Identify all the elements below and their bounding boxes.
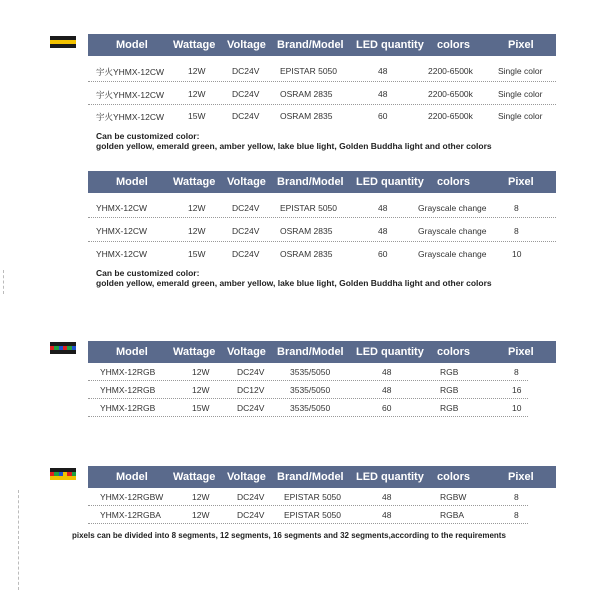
col-voltage: Voltage bbox=[227, 39, 266, 51]
cell-wattage: 12W bbox=[188, 89, 206, 99]
table2-header bbox=[88, 171, 556, 193]
cell-led: 60 bbox=[378, 249, 388, 259]
cell-voltage: DC24V bbox=[232, 89, 260, 99]
col-wattage: Wattage bbox=[173, 176, 216, 188]
cell-brand: OSRAM 2835 bbox=[280, 89, 333, 99]
cell-model: YHMX-12CW bbox=[96, 226, 148, 236]
cell-colors: 2200-6500k bbox=[428, 111, 473, 121]
col-wattage: Wattage bbox=[173, 471, 216, 483]
row-divider bbox=[88, 505, 528, 506]
rgb-flag-icon bbox=[50, 342, 76, 354]
cell-wattage: 12W bbox=[188, 226, 206, 236]
row-divider bbox=[88, 523, 528, 524]
cell-voltage: DC24V bbox=[232, 111, 260, 121]
col-voltage: Voltage bbox=[227, 471, 266, 483]
cell-pixel: 8 bbox=[514, 492, 519, 502]
cell-voltage: DC12V bbox=[237, 385, 265, 395]
pixel-segments-note: pixels can be divided into 8 segments, 12 segments, 16 segments and 32 segments,according to the requirements bbox=[72, 531, 506, 540]
cell-voltage: DC24V bbox=[237, 510, 265, 520]
col-pixel: Pixel bbox=[508, 39, 534, 51]
col-voltage: Voltage bbox=[227, 346, 266, 358]
cell-colors: 2200-6500k bbox=[428, 89, 473, 99]
customize-note-title: Can be customized color: bbox=[96, 131, 200, 141]
cell-pixel: Single color bbox=[498, 89, 543, 99]
cell-colors: RGBW bbox=[440, 492, 467, 502]
cell-model: YHMX-12CW bbox=[96, 203, 148, 213]
cell-wattage: 15W bbox=[192, 403, 210, 413]
cell-brand: EPISTAR 5050 bbox=[280, 203, 338, 213]
cell-colors: Grayscale change bbox=[418, 203, 487, 213]
cell-brand: EPISTAR 5050 bbox=[280, 66, 338, 76]
cell-model: 宇火YHMX-12CW bbox=[96, 67, 165, 77]
customize-note-title: Can be customized color: bbox=[96, 268, 200, 278]
cell-colors: RGB bbox=[440, 403, 459, 413]
col-wattage: Wattage bbox=[173, 346, 216, 358]
cell-voltage: DC24V bbox=[232, 249, 260, 259]
col-brand: Brand/Model bbox=[277, 471, 344, 483]
rgbw-flag-icon bbox=[50, 468, 76, 480]
cell-led: 48 bbox=[382, 510, 392, 520]
col-wattage: Wattage bbox=[173, 39, 216, 51]
cell-brand: EPISTAR 5050 bbox=[284, 510, 342, 520]
col-brand: Brand/Model bbox=[277, 176, 344, 188]
table3-header bbox=[88, 341, 556, 363]
cell-led: 48 bbox=[382, 367, 392, 377]
cell-wattage: 12W bbox=[192, 367, 210, 377]
cell-colors: RGBA bbox=[440, 510, 465, 520]
cell-voltage: DC24V bbox=[232, 226, 260, 236]
cell-wattage: 12W bbox=[188, 66, 206, 76]
cell-led: 48 bbox=[378, 226, 388, 236]
cell-model: YHMX-12RGBW bbox=[100, 492, 164, 502]
cell-brand: OSRAM 2835 bbox=[280, 111, 333, 121]
col-model: Model bbox=[116, 176, 148, 188]
table4-header bbox=[88, 466, 556, 488]
cell-wattage: 12W bbox=[192, 385, 210, 395]
cell-wattage: 12W bbox=[192, 510, 210, 520]
col-pixel: Pixel bbox=[508, 346, 534, 358]
cell-colors: RGB bbox=[440, 367, 459, 377]
cell-led: 48 bbox=[378, 89, 388, 99]
cell-voltage: DC24V bbox=[237, 367, 265, 377]
cell-model: YHMX-12RGB bbox=[100, 403, 156, 413]
cell-pixel: 16 bbox=[512, 385, 522, 395]
col-led: LED quantity bbox=[356, 471, 424, 483]
cell-led: 48 bbox=[378, 203, 388, 213]
cell-brand: OSRAM 2835 bbox=[280, 249, 333, 259]
cell-wattage: 15W bbox=[188, 249, 206, 259]
cell-voltage: DC24V bbox=[237, 403, 265, 413]
single-color-flag-icon bbox=[50, 36, 76, 48]
cell-pixel: 8 bbox=[514, 510, 519, 520]
cell-model: YHMX-12RGB bbox=[100, 385, 156, 395]
cell-pixel: 10 bbox=[512, 249, 522, 259]
cell-colors: 2200-6500k bbox=[428, 66, 473, 76]
col-brand: Brand/Model bbox=[277, 39, 344, 51]
cell-brand: 3535/5050 bbox=[290, 367, 331, 377]
col-led: LED quantity bbox=[356, 176, 424, 188]
customize-note-colors: golden yellow, emerald green, amber yellow, lake blue light, Golden Buddha light and other colors bbox=[96, 141, 492, 151]
row-divider bbox=[88, 217, 556, 218]
col-model: Model bbox=[116, 39, 148, 51]
cell-model: 宇火YHMX-12CW bbox=[96, 90, 165, 100]
cell-brand: 3535/5050 bbox=[290, 385, 331, 395]
col-colors: colors bbox=[437, 39, 471, 51]
cell-pixel: Single color bbox=[498, 66, 543, 76]
cell-model: 宇火YHMX-12CW bbox=[96, 112, 165, 122]
cell-voltage: DC24V bbox=[237, 492, 265, 502]
cell-voltage: DC24V bbox=[232, 203, 260, 213]
table1-header bbox=[88, 34, 556, 56]
col-brand: Brand/Model bbox=[277, 346, 344, 358]
cell-wattage: 12W bbox=[192, 492, 210, 502]
row-divider bbox=[88, 104, 556, 105]
cell-model: YHMX-12RGB bbox=[100, 367, 156, 377]
left-tick-mark bbox=[3, 270, 4, 294]
cell-pixel: Single color bbox=[498, 111, 543, 121]
cell-model: YHMX-12CW bbox=[96, 249, 148, 259]
cell-colors: Grayscale change bbox=[418, 249, 487, 259]
col-pixel: Pixel bbox=[508, 176, 534, 188]
row-divider bbox=[88, 416, 528, 417]
col-led: LED quantity bbox=[356, 39, 424, 51]
col-colors: colors bbox=[437, 471, 471, 483]
col-model: Model bbox=[116, 471, 148, 483]
col-pixel: Pixel bbox=[508, 471, 534, 483]
col-led: LED quantity bbox=[356, 346, 424, 358]
col-model: Model bbox=[116, 346, 148, 358]
cell-pixel: 8 bbox=[514, 367, 519, 377]
cell-pixel: 8 bbox=[514, 203, 519, 213]
row-divider bbox=[88, 241, 556, 242]
col-voltage: Voltage bbox=[227, 176, 266, 188]
cell-voltage: DC24V bbox=[232, 66, 260, 76]
cell-pixel: 8 bbox=[514, 226, 519, 236]
col-colors: colors bbox=[437, 176, 471, 188]
cell-colors: Grayscale change bbox=[418, 226, 487, 236]
row-divider bbox=[88, 398, 528, 399]
cell-wattage: 15W bbox=[188, 111, 206, 121]
cell-brand: 3535/5050 bbox=[290, 403, 331, 413]
row-divider bbox=[88, 380, 528, 381]
cell-led: 48 bbox=[382, 385, 392, 395]
cell-brand: EPISTAR 5050 bbox=[284, 492, 342, 502]
cell-model: YHMX-12RGBA bbox=[100, 510, 161, 520]
cell-brand: OSRAM 2835 bbox=[280, 226, 333, 236]
customize-note-colors: golden yellow, emerald green, amber yellow, lake blue light, Golden Buddha light and other colors bbox=[96, 278, 492, 288]
row-divider bbox=[88, 81, 556, 82]
cell-led: 48 bbox=[382, 492, 392, 502]
cell-wattage: 12W bbox=[188, 203, 206, 213]
cell-led: 48 bbox=[378, 66, 388, 76]
cell-led: 60 bbox=[378, 111, 388, 121]
cell-pixel: 10 bbox=[512, 403, 522, 413]
cell-colors: RGB bbox=[440, 385, 459, 395]
left-dashed-line bbox=[18, 490, 19, 590]
cell-led: 60 bbox=[382, 403, 392, 413]
col-colors: colors bbox=[437, 346, 471, 358]
